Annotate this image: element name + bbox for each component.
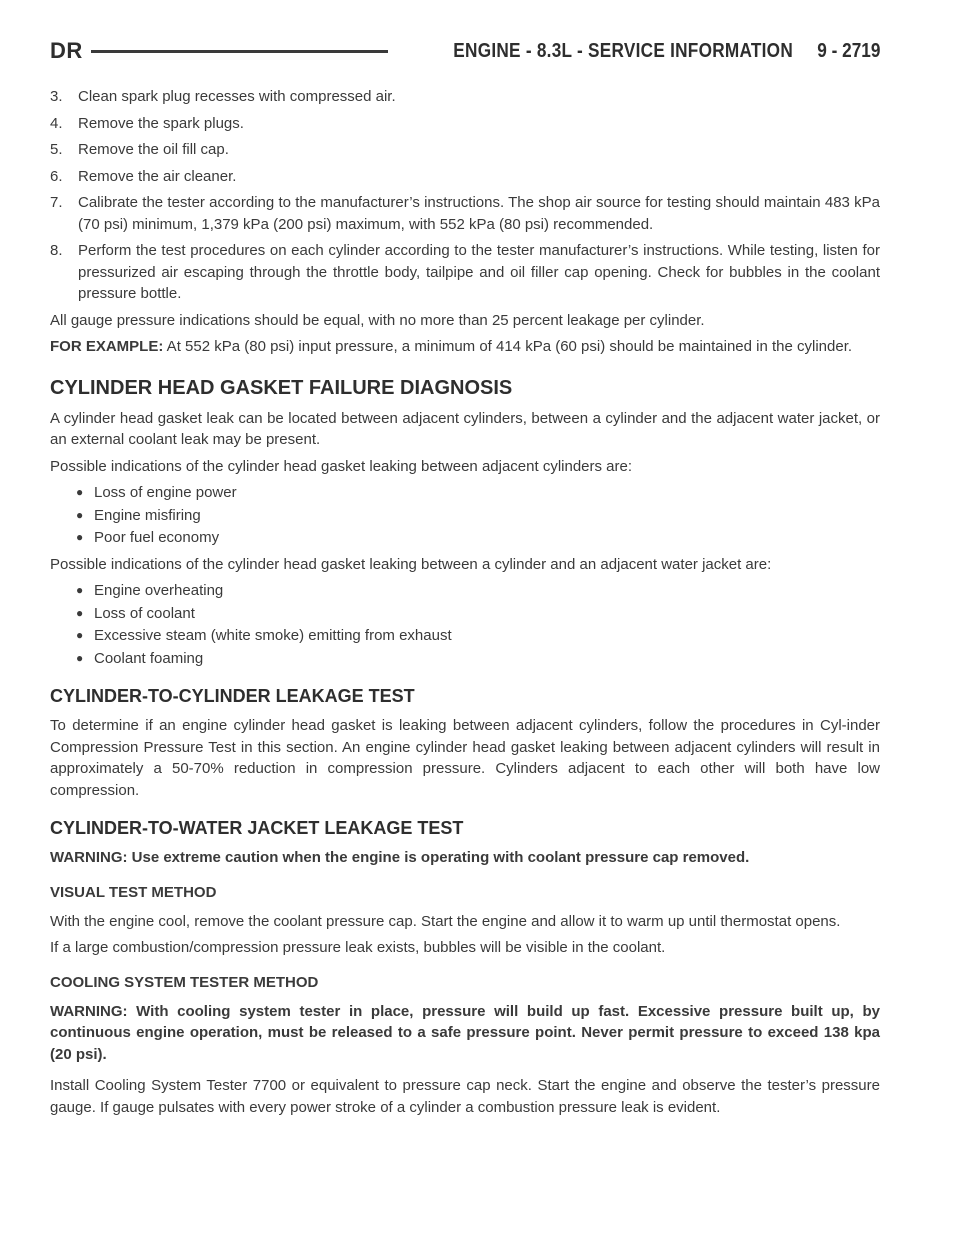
step-text: Remove the oil fill cap. xyxy=(78,141,229,158)
step-number: 3. xyxy=(50,88,63,105)
list-item-text: Loss of coolant xyxy=(94,604,195,622)
subheading-cooling-tester: COOLING SYSTEM TESTER METHOD xyxy=(50,973,319,991)
step-number: 8. xyxy=(50,242,63,259)
section-heading-cyl-to-water: CYLINDER-TO-WATER JACKET LEAKAGE TEST xyxy=(50,818,464,838)
list-item-text: Excessive steam (white smoke) emitting from exhaust xyxy=(94,627,452,644)
cooling-paragraph: Install Cooling System Tester 7700 or equivalent to pressure cap neck. Start the engine and observe the tester’s pressure gauge. If gauge pulsates with every power stroke of a cylinder a combustion pressure leak is evident. xyxy=(50,1077,880,1116)
page-header xyxy=(50,38,880,64)
list-item-text: Engine overheating xyxy=(94,582,224,599)
step-item xyxy=(50,113,880,135)
list-item xyxy=(76,505,880,527)
bullet-icon: ● xyxy=(76,530,84,544)
step-number: 4. xyxy=(50,114,63,132)
header-title: ENGINE - 8.3L - SERVICE INFORMATION xyxy=(452,39,793,62)
list-item xyxy=(76,580,880,602)
list-item xyxy=(76,625,880,647)
step-number: 7. xyxy=(50,194,63,211)
visual-paragraph-1: With the engine cool, remove the coolant pressure cap. Start the engine and allow it to warm up until thermostat opens. xyxy=(50,912,841,930)
header-page-number: 9 - 2719 xyxy=(816,39,880,62)
warning-pressure: WARNING: With cooling system tester in place, pressure will build up fast. Excessive pressure built up, by continuous engine operation, must be released to a safe pressure point. Never permit pressure to exceed 138 kpa (20 psi). xyxy=(50,1002,880,1063)
list2-intro: Possible indications of the cylinder head gasket leaking between a cylinder and an adjacent water jacket are: xyxy=(50,555,772,573)
example-paragraph xyxy=(50,336,880,358)
gasket-intro: A cylinder head gasket leak can be located between adjacent cylinders, between a cylinder and the adjacent water jacket, or an external coolant leak may be present. xyxy=(50,409,880,448)
example-lead: FOR EXAMPLE: xyxy=(50,338,164,355)
step-text: Remove the air cleaner. xyxy=(78,167,237,185)
step-item xyxy=(50,166,880,188)
list-item xyxy=(76,527,880,549)
list1-intro: Possible indications of the cylinder head gasket leaking between adjacent cylinders are: xyxy=(50,457,633,475)
list-item-text: Poor fuel economy xyxy=(94,529,220,546)
header-rule xyxy=(91,50,388,53)
visual-paragraph-2: If a large combustion/compression pressure leak exists, bubbles will be visible in the coolant. xyxy=(50,939,666,956)
step-number: 6. xyxy=(50,167,63,185)
warning-coolant-cap: WARNING: Use extreme caution when the engine is operating with coolant pressure cap removed. xyxy=(50,849,750,866)
list-item-text: Engine misfiring xyxy=(94,506,201,524)
list-item xyxy=(76,603,880,625)
step-text: Remove the spark plugs. xyxy=(78,114,244,132)
cyl-to-cyl-paragraph: To determine if an engine cylinder head gasket is leaking between adjacent cylinders, follow the procedures in Cyl-inder Compression Pressure Test in this section. An engine cylinder head gasket leaking between adjacent cylinders will result in approximately a 50-70% reduction in compression pressure. Cylinders adjacent to each other will both have low compression. xyxy=(50,717,880,799)
page-content xyxy=(50,86,880,1123)
step-item xyxy=(50,86,880,108)
indications-list-adjacent-cylinders xyxy=(50,482,880,549)
step-text: Perform the test procedures on each cylinder according to the tester manufacturer’s instructions. While testing, listen for pressurized air escaping through the throttle body, tailpipe and oil filler cap opening. Check for bubbles in the coolant pressure bottle. xyxy=(78,242,880,302)
step-text: Calibrate the tester according to the manufacturer’s instructions. The shop air source for testing should maintain 483 kPa (70 psi) minimum, 1,379 kPa (200 psi) maximum, with 552 kPa (80 psi) recommended. xyxy=(78,194,880,233)
indications-list-water-jacket xyxy=(50,580,880,669)
gauge-paragraph: All gauge pressure indications should be equal, with no more than 25 percent leakage per cylinder. xyxy=(50,311,705,329)
step-item xyxy=(50,240,880,305)
step-number: 5. xyxy=(50,141,63,158)
step-text: Clean spark plug recesses with compressed air. xyxy=(78,88,396,105)
list-item-text: Coolant foaming xyxy=(94,649,204,667)
bullet-icon: ● xyxy=(76,583,84,597)
bullet-icon: ● xyxy=(76,628,84,642)
bullet-icon: ● xyxy=(76,507,84,522)
list-item xyxy=(76,648,880,670)
section-heading-cyl-to-cyl: CYLINDER-TO-CYLINDER LEAKAGE TEST xyxy=(50,686,415,706)
example-text: At 552 kPa (80 psi) input pressure, a minimum of 414 kPa (60 psi) should be maintained in the cylinder. xyxy=(163,338,853,355)
list-item xyxy=(76,482,880,504)
bullet-icon: ● xyxy=(76,650,84,665)
bullet-icon: ● xyxy=(76,485,84,499)
list-item-text: Loss of engine power xyxy=(94,484,237,501)
step-item xyxy=(50,139,880,161)
bullet-icon: ● xyxy=(76,605,84,620)
step-item xyxy=(50,192,880,235)
subheading-visual-test: VISUAL TEST METHOD xyxy=(50,883,217,901)
header-model-code: DR xyxy=(50,38,83,63)
section-heading-gasket-failure: CYLINDER HEAD GASKET FAILURE DIAGNOSIS xyxy=(50,376,513,399)
